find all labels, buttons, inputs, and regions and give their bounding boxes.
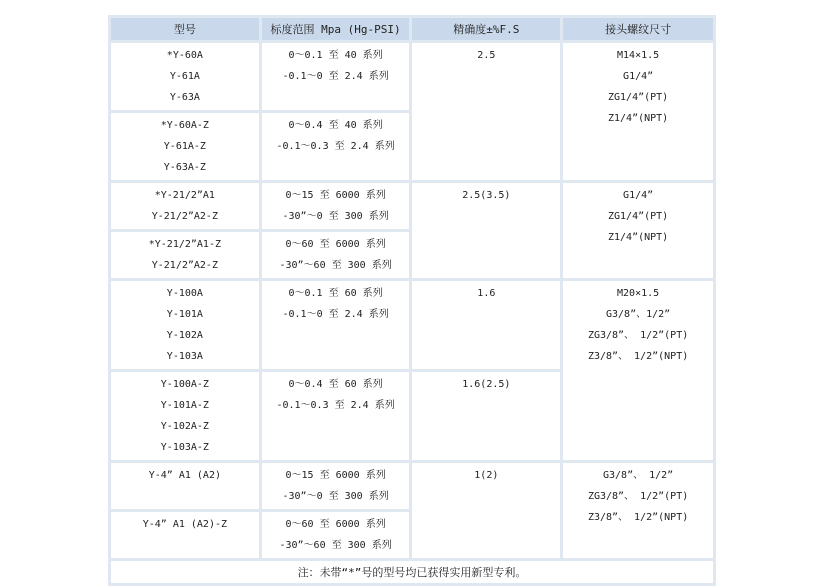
accuracy-text: 1.6 bbox=[477, 288, 496, 299]
model-text: Y-100A bbox=[166, 288, 203, 299]
model-text: Y-4” A1 (A2) bbox=[148, 470, 221, 481]
table-row bbox=[110, 462, 715, 511]
model-cell bbox=[110, 511, 261, 560]
range-cell bbox=[260, 42, 411, 112]
model-text: Y-103A bbox=[166, 351, 203, 362]
model-text: Y-102A-Z bbox=[160, 421, 209, 432]
range-cell bbox=[260, 511, 411, 560]
model-text: Y-61A-Z bbox=[163, 141, 206, 152]
model-text: Y-63A-Z bbox=[163, 162, 206, 173]
model-text: Y-102A bbox=[166, 330, 203, 341]
thread-text: Z1/4”(NPT) bbox=[607, 232, 669, 243]
model-text: *Y-60A-Z bbox=[160, 120, 209, 131]
model-text: Y-63A bbox=[169, 92, 200, 103]
thread-text: Z3/8”、 1/2”(NPT) bbox=[587, 512, 689, 523]
accuracy-text: 2.5(3.5) bbox=[462, 190, 511, 201]
header-row bbox=[110, 17, 715, 42]
spec-table bbox=[108, 15, 716, 586]
model-text: Y-103A-Z bbox=[160, 442, 209, 453]
range-text: -0.1～0 至 2.4 系列 bbox=[282, 309, 389, 320]
thread-text: ZG1/4”(PT) bbox=[607, 211, 669, 222]
thread-cell bbox=[562, 280, 715, 462]
table-row bbox=[110, 42, 715, 112]
model-cell bbox=[110, 462, 261, 511]
thread-text: ZG3/8”、 1/2”(PT) bbox=[587, 330, 689, 341]
header-accuracy: 精确度±%F.S bbox=[411, 17, 562, 42]
accuracy-cell bbox=[411, 371, 562, 462]
header-model: 型号 bbox=[110, 17, 261, 42]
model-text: Y-101A bbox=[166, 309, 203, 320]
range-text: -30”～0 至 300 系列 bbox=[282, 211, 389, 222]
thread-text: G1/4” bbox=[623, 190, 654, 201]
model-text: Y-4” A1 (A2)-Z bbox=[142, 519, 228, 530]
model-text: *Y-21/2”A1 bbox=[154, 190, 215, 201]
header-range: 标度范围 Mpa (Hg-PSI) bbox=[260, 17, 411, 42]
accuracy-text: 1.6(2.5) bbox=[462, 379, 511, 390]
note-row bbox=[110, 560, 715, 585]
range-text: -0.1～0.3 至 2.4 系列 bbox=[276, 141, 395, 152]
range-text: -30”～60 至 300 系列 bbox=[279, 540, 392, 551]
table-row bbox=[110, 182, 715, 231]
accuracy-cell bbox=[411, 462, 562, 560]
model-text: Y-21/2”A2-Z bbox=[151, 260, 218, 271]
model-text: Y-61A bbox=[169, 71, 200, 82]
range-cell bbox=[260, 280, 411, 371]
header-thread: 接头螺纹尺寸 bbox=[562, 17, 715, 42]
range-text: 0～0.4 至 40 系列 bbox=[288, 120, 383, 131]
thread-text: Z1/4”(NPT) bbox=[607, 113, 669, 124]
range-text: -30”～0 至 300 系列 bbox=[282, 491, 389, 502]
thread-text: Z3/8”、 1/2”(NPT) bbox=[587, 351, 689, 362]
model-cell bbox=[110, 112, 261, 182]
range-text: 0～60 至 6000 系列 bbox=[285, 519, 386, 530]
range-cell bbox=[260, 231, 411, 280]
model-cell bbox=[110, 280, 261, 371]
accuracy-cell bbox=[411, 182, 562, 280]
model-text: Y-101A-Z bbox=[160, 400, 209, 411]
range-cell bbox=[260, 112, 411, 182]
range-text: -0.1～0 至 2.4 系列 bbox=[282, 71, 389, 82]
range-text: 0～0.1 至 60 系列 bbox=[288, 288, 383, 299]
footnote: 注：未带“*”号的型号均已获得实用新型专利。 bbox=[110, 560, 715, 585]
range-text: 0～0.4 至 60 系列 bbox=[288, 379, 383, 390]
table-row bbox=[110, 280, 715, 371]
thread-text: M20×1.5 bbox=[617, 288, 660, 299]
thread-text: ZG3/8”、 1/2”(PT) bbox=[587, 491, 689, 502]
thread-text: G3/8”、 1/2” bbox=[602, 470, 674, 481]
thread-cell bbox=[562, 42, 715, 182]
model-text: *Y-21/2”A1-Z bbox=[148, 239, 221, 250]
accuracy-text: 2.5 bbox=[477, 50, 496, 61]
model-text: *Y-60A bbox=[166, 50, 203, 61]
range-cell bbox=[260, 462, 411, 511]
model-text: Y-21/2”A2-Z bbox=[151, 211, 218, 222]
thread-text: G3/8”、1/2” bbox=[606, 309, 671, 320]
range-cell bbox=[260, 371, 411, 462]
range-cell bbox=[260, 182, 411, 231]
model-cell bbox=[110, 42, 261, 112]
accuracy-cell bbox=[411, 42, 562, 182]
model-text: Y-100A-Z bbox=[160, 379, 209, 390]
range-text: -0.1～0.3 至 2.4 系列 bbox=[276, 400, 395, 411]
range-text: 0～15 至 6000 系列 bbox=[285, 190, 386, 201]
range-text: 0～0.1 至 40 系列 bbox=[288, 50, 383, 61]
thread-text: M14×1.5 bbox=[617, 50, 660, 61]
model-cell bbox=[110, 182, 261, 231]
thread-text: G1/4” bbox=[623, 71, 654, 82]
thread-cell bbox=[562, 462, 715, 560]
range-text: -30”～60 至 300 系列 bbox=[279, 260, 392, 271]
accuracy-cell bbox=[411, 280, 562, 371]
range-text: 0～15 至 6000 系列 bbox=[285, 470, 386, 481]
model-cell bbox=[110, 231, 261, 280]
thread-cell bbox=[562, 182, 715, 280]
range-text: 0～60 至 6000 系列 bbox=[285, 239, 386, 250]
accuracy-text: 1(2) bbox=[474, 470, 499, 481]
thread-text: ZG1/4”(PT) bbox=[607, 92, 669, 103]
model-cell bbox=[110, 371, 261, 462]
